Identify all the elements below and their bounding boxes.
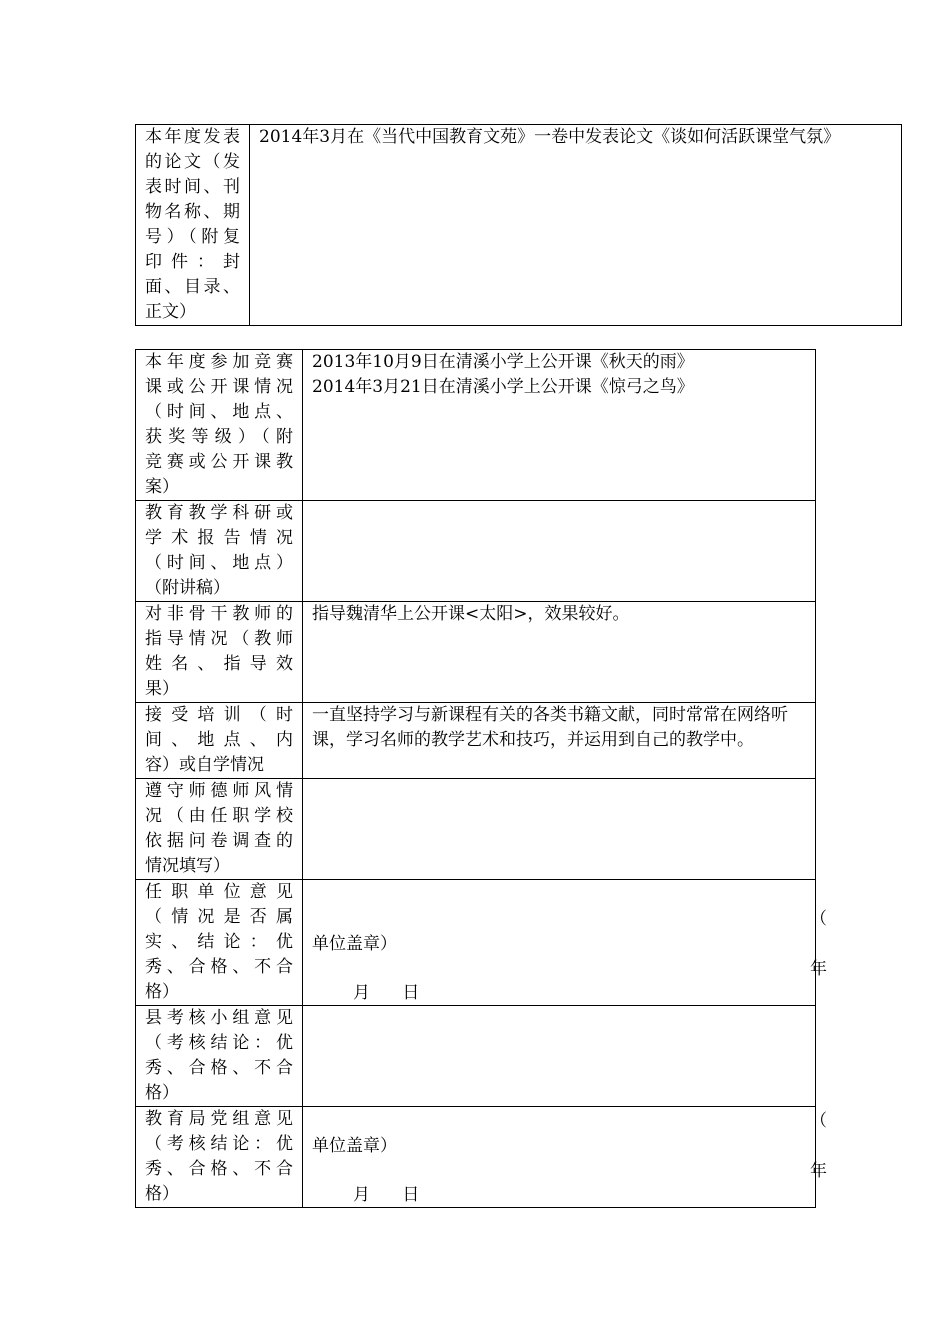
- label-line: 间、地点、内: [145, 730, 293, 750]
- label-line: （考核结论：优: [145, 1033, 293, 1053]
- row-label: [136, 125, 250, 326]
- label-line: 号）（附复: [145, 227, 240, 247]
- seal-cell: [303, 880, 827, 1006]
- label-line: 竞赛或公开课教: [145, 452, 293, 472]
- table-row: [136, 1107, 816, 1208]
- label-line: 本年度发表: [145, 127, 240, 147]
- label-line: 获奖等级）（附: [145, 427, 293, 447]
- label-line: 容）或自学情况: [145, 755, 264, 775]
- label-line: 指导情况（教师: [145, 629, 293, 649]
- label-line: （情况是否属: [145, 907, 293, 927]
- label-line: （时间、地点）: [145, 553, 293, 573]
- seal-cell: [303, 1107, 827, 1208]
- label-line: 姓名、指导效: [145, 654, 293, 674]
- label-line: 物名称、期: [145, 202, 240, 222]
- label-line: 学术报告情况: [145, 528, 293, 548]
- row-content: [250, 125, 902, 326]
- seal-paren: （: [810, 1111, 827, 1131]
- table-row: [136, 1006, 816, 1107]
- label-line: 秀、合格、不合: [145, 957, 293, 977]
- seal-date: 月 日: [353, 983, 420, 1003]
- paper-publication-table: [135, 124, 902, 326]
- label-line: （附讲稿）: [145, 578, 230, 598]
- row-content: [303, 779, 816, 880]
- content-text: 一直坚持学习与新课程有关的各类书籍文献，同时常常在网络听课，学习名师的教学艺术和技巧，并运用到自己的教学中。: [312, 705, 788, 750]
- label-line: 教育教学科研或: [145, 503, 293, 523]
- row-content: [303, 501, 816, 602]
- label-line: 情况填写）: [145, 856, 230, 876]
- row-label: [136, 602, 303, 703]
- seal-year: 年: [810, 959, 827, 979]
- table-row: [136, 880, 816, 1006]
- label-line: 况（由任职学校: [145, 806, 293, 826]
- label-line: 县考核小组意见: [145, 1008, 293, 1028]
- content-line: 2014年3月21日在清溪小学上公开课《惊弓之鸟》: [312, 377, 694, 397]
- table-row: [136, 602, 816, 703]
- label-line: 依据问卷调查的: [145, 831, 293, 851]
- row-content: [303, 350, 816, 501]
- row-label: [136, 779, 303, 880]
- row-label: [136, 1006, 303, 1107]
- row-content: [303, 602, 816, 703]
- seal-date: 月 日: [353, 1185, 420, 1205]
- label-line: 对非骨干教师的: [145, 604, 293, 624]
- label-line: 教育局党组意见: [145, 1109, 293, 1129]
- label-line: 本年度参加竞赛: [145, 352, 293, 372]
- label-line: 案）: [145, 477, 179, 497]
- label-line: 的论文（发: [145, 152, 240, 172]
- row-label: [136, 501, 303, 602]
- seal-paren: （: [810, 909, 827, 929]
- label-line: 果）: [145, 679, 179, 699]
- label-line: 正文）: [145, 302, 196, 322]
- label-line: 格）: [145, 1083, 179, 1103]
- row-label: [136, 350, 303, 501]
- label-line: 接受培训（时: [145, 705, 293, 725]
- seal-year: 年: [810, 1161, 827, 1181]
- row-label: [136, 880, 303, 1006]
- label-line: （时间、地点、: [145, 402, 293, 422]
- seal-label: 单位盖章）: [312, 934, 397, 954]
- row-content: [303, 1006, 816, 1107]
- row-label: [136, 1107, 303, 1208]
- table-row: [136, 350, 816, 501]
- row-label: [136, 703, 303, 779]
- label-line: 印件：封: [145, 252, 240, 272]
- label-line: 任职单位意见: [145, 882, 293, 902]
- label-line: （考核结论：优: [145, 1134, 293, 1154]
- label-line: 秀、合格、不合: [145, 1058, 293, 1078]
- label-line: 面、目录、: [145, 277, 240, 297]
- seal-label: 单位盖章）: [312, 1136, 397, 1156]
- label-line: 秀、合格、不合: [145, 1159, 293, 1179]
- table-row: [136, 703, 816, 779]
- content-line: 指导魏清华上公开课<太阳>，效果较好。: [312, 604, 630, 624]
- table-row: [136, 779, 816, 880]
- row-content: [303, 703, 816, 779]
- content-line: 2013年10月9日在清溪小学上公开课《秋天的雨》: [312, 352, 694, 372]
- content-text: 2014年3月在《当代中国教育文苑》一卷中发表论文《谈如何活跃课堂气氛》: [259, 127, 841, 147]
- label-line: 实、结论：优: [145, 932, 293, 952]
- label-line: 课或公开课情况: [145, 377, 293, 397]
- annual-review-table: [135, 349, 827, 1208]
- label-line: 格）: [145, 982, 179, 1002]
- label-line: 格）: [145, 1184, 179, 1204]
- label-line: 遵守师德师风情: [145, 781, 293, 801]
- table-row: [136, 125, 902, 326]
- table-row: [136, 501, 816, 602]
- label-line: 表时间、刊: [145, 177, 240, 197]
